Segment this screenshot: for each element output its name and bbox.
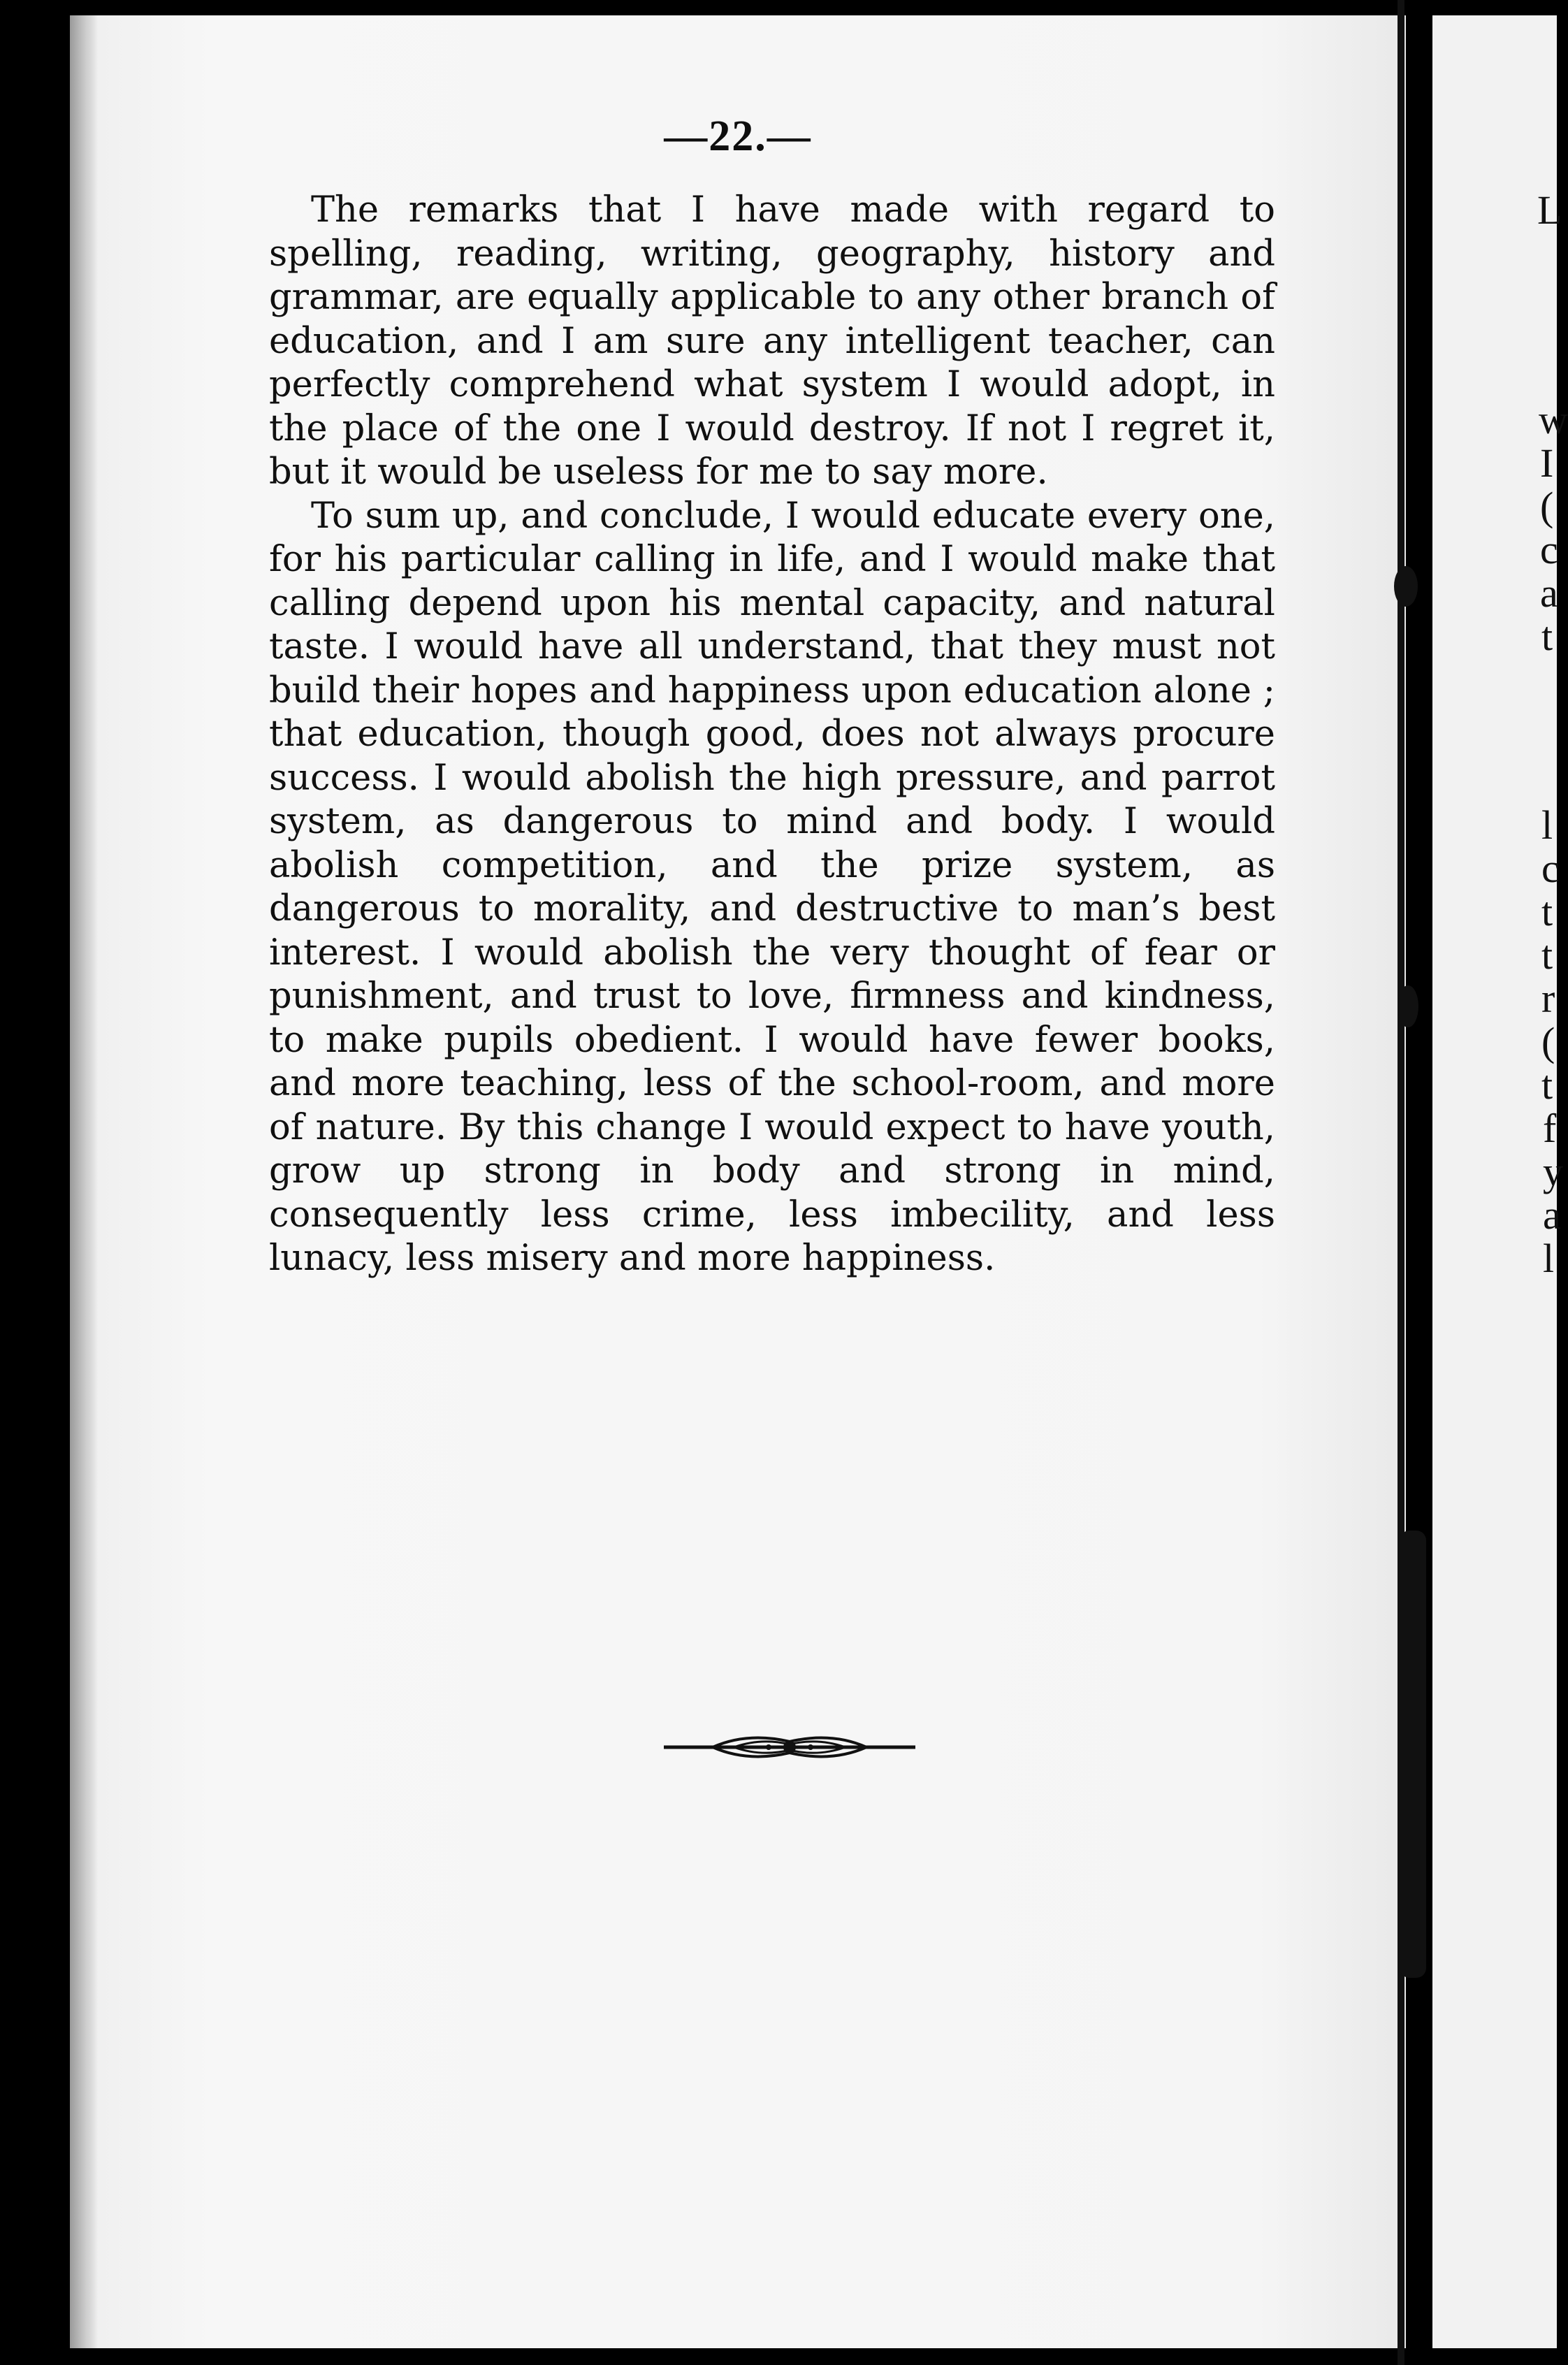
facing-letter: l <box>1543 1236 1555 1281</box>
facing-letter: r <box>1541 976 1555 1021</box>
paragraph-2: To sum up, and conclude, I would educate every one, for his particular calling in life, and I would make that calling depend upon his mental capacity, and natural taste. I would have all understand, that they must not build their hopes and happiness upon education alone ; that education, though good, does not always procure success. I would abolish the high pressure, and parrot system, as dangerous to mind and body. I would abolish competition, and the prize system, as dangerous to morality, and destructive to man’s best interest. I would abolish the very thought of fear or punishment, and trust to love, firmness and kindness, to make pupils obedient. I would have fewer books, and more teaching, less of the school-room, and more of nature. By this change I would expect to have youth, grow up strong in body and strong in mind, consequently less crime, less imbecility, and less lunacy, less misery and more happiness. <box>269 495 1275 1279</box>
page-number: —22.— <box>664 113 812 160</box>
paragraph-1: The remarks that I have made with regard to spelling, reading, writing, geography, history and grammar, are equally applicable to any other branch of education, and I am sure any intelligent teacher, can perfectly comprehend what system I would adopt, in the place of the one I would destroy. If not I regret it, but it would be useless for me to say more. <box>269 189 1275 493</box>
facing-letter: l <box>1541 802 1553 848</box>
facing-letter: a <box>1540 570 1558 616</box>
facing-letter: L <box>1537 187 1562 233</box>
facing-letter: t <box>1541 932 1553 978</box>
facing-letter: ( <box>1540 484 1554 529</box>
facing-letter: t <box>1541 1062 1553 1108</box>
page-gutter <box>1398 0 1404 2365</box>
facing-letter: y <box>1543 1149 1563 1194</box>
facing-letter: t <box>1541 614 1553 659</box>
page-binding-shadow <box>70 15 98 2348</box>
binding-blemish <box>1394 566 1418 607</box>
facing-letter: ( <box>1541 1019 1555 1064</box>
facing-letter: t <box>1541 889 1553 934</box>
facing-letter: f <box>1543 1106 1557 1151</box>
facing-letter: c <box>1541 846 1560 891</box>
facing-page-edge <box>1432 15 1568 2348</box>
facing-letter: a <box>1543 1192 1561 1238</box>
binding-blemish <box>1400 1531 1426 1978</box>
page-body <box>269 189 1275 1281</box>
binding-blemish <box>1398 985 1418 1027</box>
facing-letter: w <box>1539 397 1568 442</box>
facing-letter: I <box>1540 440 1554 486</box>
facing-letter: c <box>1540 527 1558 572</box>
decorative-rule-icon <box>664 1726 915 1768</box>
